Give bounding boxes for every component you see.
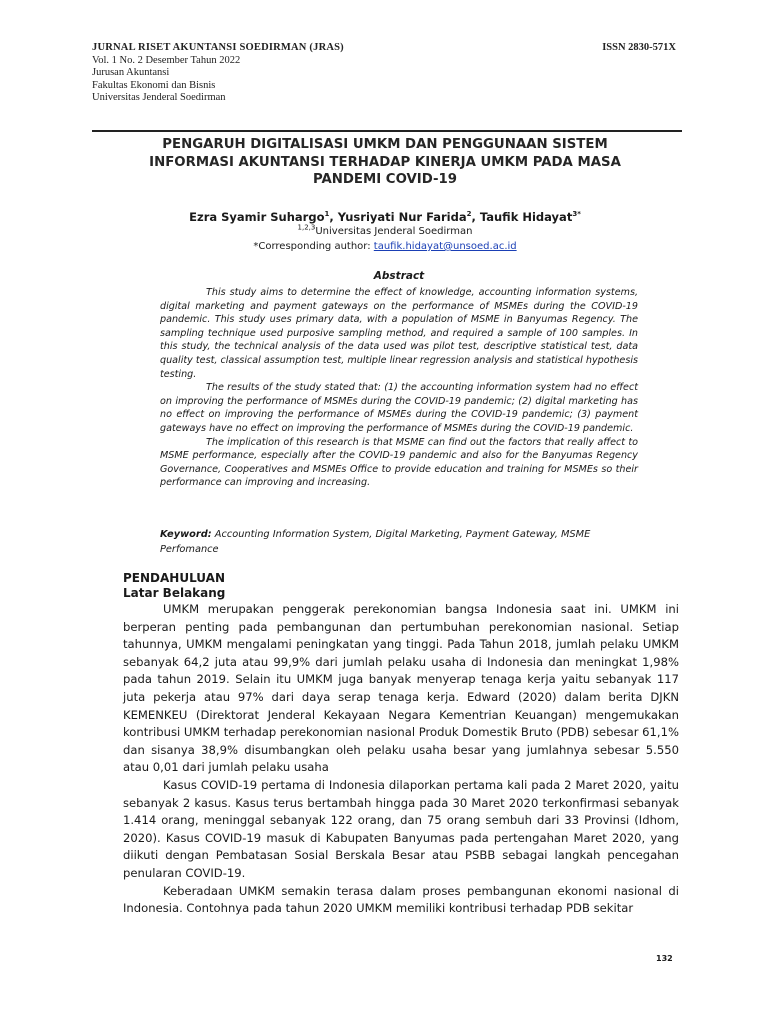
- affiliation: [120, 223, 650, 237]
- journal-header: [92, 42, 676, 105]
- abstract-paragraph-3: The implication of this research is that MSME can find out the factors that really affect to MSME performance, especially after the COVID-19 pandemic and also for the Banyumas Regency Governance, Cooperatives and MSMEs Office to provide education and training for MSMEs so their performance can improving and increasing.: [160, 436, 638, 489]
- body-text: [123, 601, 679, 918]
- corresponding-label: *Corresponding author:: [253, 241, 374, 252]
- section-heading-intro: PENDAHULUAN: [123, 571, 225, 585]
- corresponding-email-link[interactable]: taufik.hidayat@unsoed.ac.id: [373, 241, 517, 252]
- journal-university: Universitas Jenderal Soedirman: [92, 92, 226, 103]
- keyword-list: Accounting Information System, Digital Marketing, Payment Gateway, MSME Perfomance: [160, 529, 591, 555]
- abstract-paragraph-1: This study aims to determine the effect of knowledge, accounting information systems, digital marketing and payment gateways on the performance of MSMEs during the COVID-19 pandemic. This study uses primary data, with a population of MSME in Banyumas Regency. The sampling technique used purposive sampling method, and required a sample of 100 samples. In this study, the technical analysis of the data used was pilot test, descriptive statistical test, data quality test, classical assumption test, multiple linear regression analysis and statistical hypothesis testing.: [160, 287, 638, 380]
- keywords: [160, 528, 638, 557]
- title-line-1: PENGARUH DIGITALISASI UMKM DAN PENGGUNAAN SISTEM: [162, 137, 608, 152]
- abstract-body: [160, 286, 638, 490]
- author-list: [120, 210, 650, 224]
- journal-faculty: Fakultas Ekonomi dan Bisnis: [92, 79, 216, 91]
- corresponding-author: [120, 241, 650, 252]
- body-paragraph-2: Kasus COVID-19 pertama di Indonesia dilaporkan pertama kali pada 2 Maret 2020, yaitu sebanyak 2 kasus. Kasus terus bertambah hingga pada 30 Maret 2020 terkonfirmasi sebanyak 1.414 orang, meninggal sebanyak 122 orang, dan 75 orang sembuh dari 33 Provinsi (Idhom, 2020). Kasus COVID-19 masuk di Kabupaten Banyumas pada pertengahan Maret 2020, yang diikuti dengan Pembatasan Sosial Berskala Besar atau PSBB sebagai langkah pencegahan penularan COVID-19.: [123, 777, 679, 880]
- author-1-sup: 1: [324, 210, 330, 219]
- journal-volume: Vol. 1 No. 2 Desember Tahun 2022: [92, 54, 241, 66]
- affiliation-sup: 1,2,3: [297, 223, 316, 232]
- title-line-3: PANDEMI COVID-19: [312, 172, 458, 187]
- title-line-2: INFORMASI AKUNTANSI TERHADAP KINERJA UMKM PADA MASA: [149, 154, 621, 170]
- body-paragraph-3: Keberadaan UMKM semakin terasa dalam proses pembangunan ekonomi nasional di Indonesia. Contohnya pada tahun 2020 UMKM memiliki kontribusi terhadap PDB sekitar: [123, 883, 679, 916]
- author-1: Ezra Syamir Suhargo: [189, 210, 325, 224]
- page-number: 132: [656, 954, 673, 963]
- author-3: , Taufik Hidayat: [471, 210, 573, 224]
- author-2-sup: 2: [466, 210, 472, 219]
- subsection-heading-background: Latar Belakang: [123, 586, 226, 600]
- journal-department: Jurusan Akuntansi: [92, 67, 170, 78]
- abstract-heading: Abstract: [373, 270, 425, 282]
- issn-number: ISSN 2830-571X: [602, 42, 676, 53]
- journal-name: JURNAL RISET AKUNTANSI SOEDIRMAN (JRAS): [92, 42, 344, 53]
- affiliation-name: Universitas Jenderal Soedirman: [315, 226, 473, 237]
- body-paragraph-1: UMKM merupakan penggerak perekonomian bangsa Indonesia saat ini. UMKM ini berperan penting pada pembangunan dan pertumbuhan perekonomian nasional. Setiap tahunnya, UMKM mengalami peningkatan yang tinggi. Pada Tahun 2018, jumlah pelaku UMKM sebanyak 64,2 juta atau 99,9% dari jumlah pelaku usaha di Indonesia dan meningkat 1,98% pada tahun 2019. Selain itu UMKM juga banyak menyerap tenaga kerja yaitu sebanyak 117 juta pekerja atau 97% dari daya serap tenaga kerja. Edward (2020) dalam berita DJKN KEMENKEU (Direktorat Jenderal Kekayaan Negara Kementrian Keuangan) mengemukakan kontribusi UMKM terhadap perekonomian nasional Produk Domestik Bruto (PDB) sebesar 61,1% dan sisanya 38,9% disumbangkan oleh pelaku usaha besar yang jumlahnya sebesar 5.550 atau 0,01 dari jumlah pelaku usaha: [123, 602, 679, 775]
- header-divider: [92, 130, 682, 132]
- abstract-paragraph-2: The results of the study stated that: (1) the accounting information system had no effect on improving the performance of MSMEs during the COVID-19 pandemic; (2) digital marketing has no effect on improving the performance of MSMEs during the COVID-19 pandemic; (3) payment gateways have no effect on improving the performance of MSMEs during the COVID-19 pandemic.: [160, 382, 638, 434]
- author-3-sup: 3*: [572, 210, 581, 219]
- keyword-label: Keyword:: [160, 529, 212, 540]
- author-2: , Yusriyati Nur Farida: [329, 210, 467, 224]
- paper-title: [120, 136, 650, 189]
